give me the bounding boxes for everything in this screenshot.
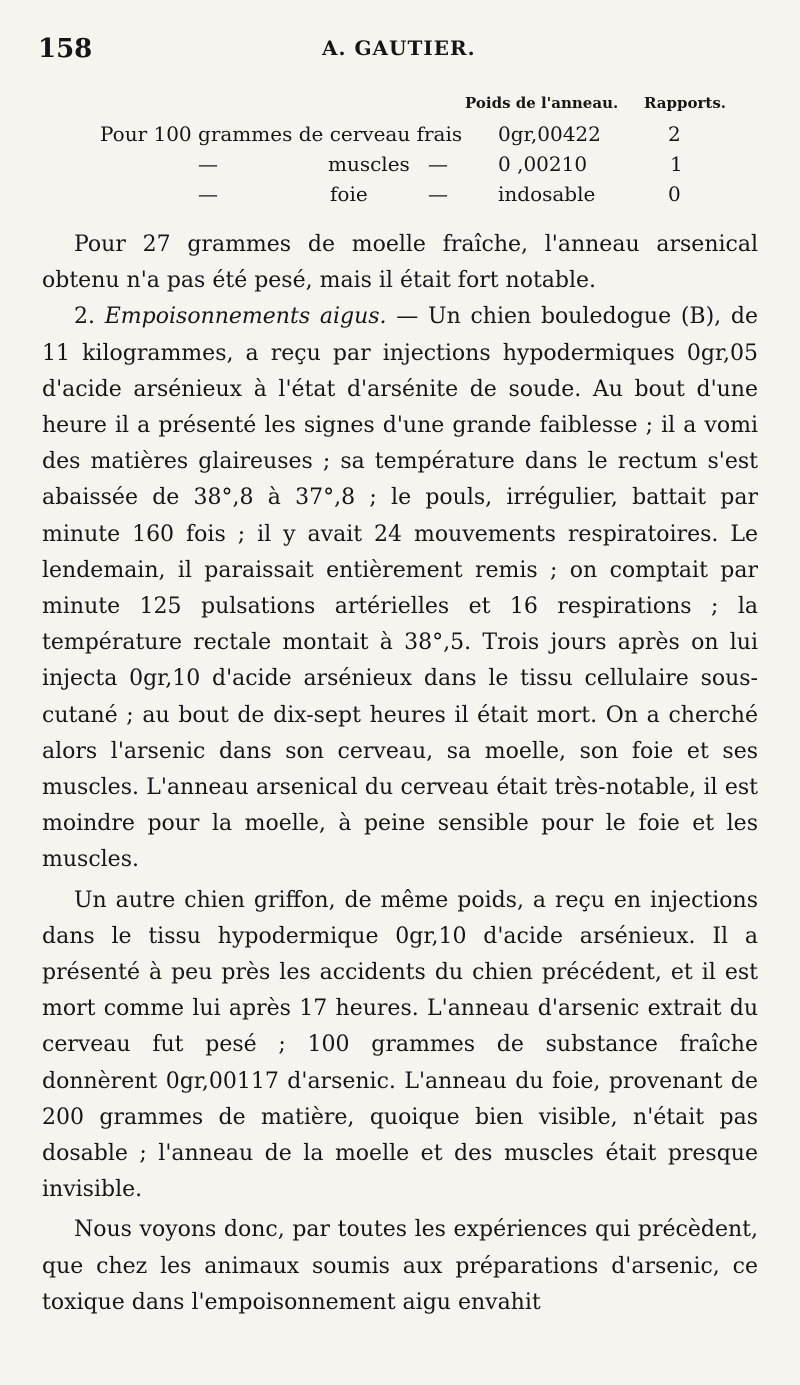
row-label: foie [330, 182, 368, 206]
column-header-weight: Poids de l'anneau. [465, 94, 619, 112]
paragraph-conclusion: Nous voyons donc, par toutes les expériences qui précèdent, que chez les animaux soumis aux préparations d'arsenic, ce toxique dans l'empoisonnement aigu envahit [42, 1217, 758, 1315]
row-dash: — [428, 182, 448, 206]
row-value: indosable [498, 182, 596, 206]
column-header-ratio: Rapports. [644, 94, 727, 112]
section-text: — Un chien bouledogue (B), de 11 kilogrammes, a reçu par injections hypodermiques 0gr,05 d'acide arsénieux à l'état d'arsénite de soude. Au bout d'une heure il a présenté les signes d'une grande faiblesse ; il a vomi des matières glaireuses ; sa température dans le rectum s'est abaissée de 38°,8 à 37°,8 ; le pouls, irrégulier, battait par minute 160 fois ; il y avait 24 mouvements respiratoires. Le lendemain, il paraissait entièrement remis ; on comptait par minute 125 pulsations artérielles et 16 respirations ; la température rectale montait à 38°,5. Trois jours après on lui injecta 0gr,10 d'acide arsénieux dans le tissu cellulaire sous-cutané ; au bout de dix-sept heures il était mort. On a cherché alors l'arsenic dans son cerveau, sa moelle, son foie et ses muscles. L'anneau arsenical du cerveau était très-notable, il est moindre pour la moelle, à peine sensible pour le foie et les muscles. [42, 304, 758, 873]
body-text [42, 227, 758, 1321]
paragraph-marrow: Pour 27 grammes de moelle fraîche, l'anneau arsenical obtenu n'a pas été pesé, mais il était fort notable. [42, 232, 758, 294]
row-ratio: 2 [668, 122, 681, 146]
paragraph-griffon-dog: Un autre chien griffon, de même poids, a reçu en injections dans le tissu hypodermique 0gr,10 d'acide arsénieux. Il a présenté à peu près les accidents du chien précédent, et il est mort comme lui après 17 heures. L'anneau d'arsenic extrait du cerveau fut pesé ; 100 grammes de substance fraîche donnèrent 0gr,00117 d'arsenic. L'anneau du foie, provenant de 200 grammes de matière, quoique bien visible, n'était pas dosable ; l'anneau de la moelle et des muscles était presque invisible. [42, 887, 758, 1203]
running-head [0, 34, 800, 70]
row-value: 0gr,00422 [498, 122, 601, 146]
row-value: 0 ,00210 [498, 152, 588, 176]
section-title: Empoisonnements aigus. [104, 304, 387, 330]
page-number: 158 [38, 34, 93, 64]
running-title: A. GAUTIER. [322, 36, 476, 60]
row-dash: — [428, 152, 448, 176]
paragraph-acute-poisoning [42, 299, 758, 878]
table-row [0, 152, 800, 182]
row-label: Pour 100 grammes de cerveau frais [100, 122, 463, 146]
row-label: muscles [328, 152, 410, 176]
ditto-mark: — [198, 182, 218, 206]
section-number: 2. [74, 304, 95, 330]
table-row [0, 122, 800, 152]
row-ratio: 0 [668, 182, 681, 206]
table-row [0, 182, 800, 212]
arsenic-ring-table [0, 94, 800, 214]
row-ratio: 1 [670, 152, 683, 176]
ditto-mark: — [198, 152, 218, 176]
